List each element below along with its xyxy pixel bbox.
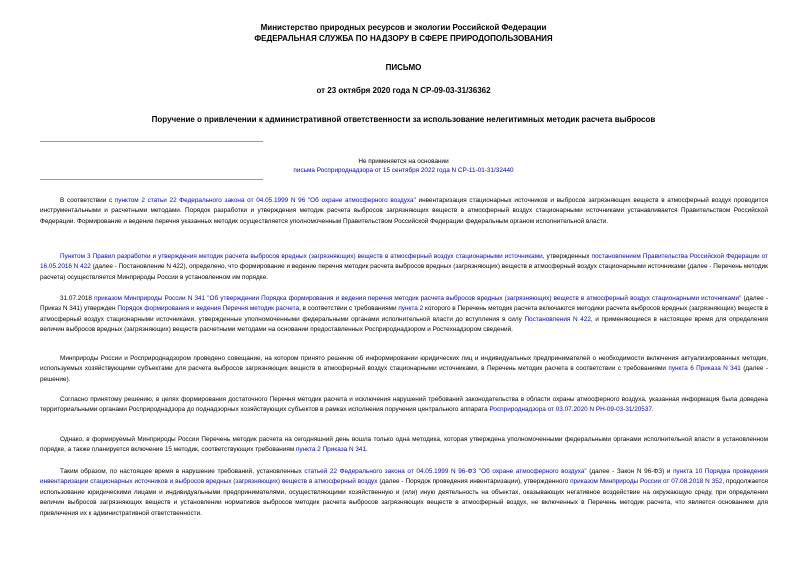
paragraph-text: инвентаризация стационарных источников и выбросов загрязняющих веществ в атмосферный воздух проводится инструментальными и расчетными методами. Порядок разработки и утверждения методик расчета выбросов загрязняющих веществ в атмосферный воздух стационарными источниками устанавливается Правительством Российской Федерации. Формирование и ведение перечня указанных методик осуществляется уполномоченным Правительством Российской Федерации федеральным органом исполнительной власти.: [40, 197, 768, 225]
legal-reference-link[interactable]: пункта 6 Приказа N 341: [668, 365, 741, 373]
paragraph-text: (далее - Закон N 96-ФЗ) и: [586, 468, 674, 475]
legal-reference-link[interactable]: Росприроднадзора от 03.07.2020 N РН-09-03-31/20537: [489, 406, 652, 414]
paragraph-text: (далее - решение).: [40, 365, 768, 383]
paragraph-text: 31.07.2018: [60, 295, 95, 302]
legal-reference-link[interactable]: Пунктом 3 Правил разработки и утверждения методик расчета выбросов вредных (загрязняющих) веществ в атмосферный воздух стационарными источниками: [60, 253, 543, 260]
paragraph-text: Однако, в формируемый Минприроды России Перечень методик расчета на сегодняшний день вошла только одна методика, которая утверждена уполномоченными федеральными органами исполнительной власти в установленном порядке, а также планируется включение 15 методик, соответствующих требованиям: [40, 436, 768, 454]
legal-reference-link[interactable]: постановлением Правительства Российской Федерации от 16.05.2016 N 422: [40, 253, 768, 271]
divider-top: [40, 141, 263, 142]
paragraph-text: (далее - Постановление N 422), определено, что формирование и ведение перечня методик расчета выбросов вредных (загрязняющих) веществ в атмосферный воздух стационарными источниками (далее - Перечень методик расчета) осуществляется Минприроды России в установленном им порядке.: [40, 263, 768, 281]
paragraph-text: , утвержденных: [542, 253, 592, 260]
paragraph-text: (далее - Приказ N 341) утвержден: [40, 295, 768, 313]
paragraph-6: [40, 435, 768, 456]
applicability-link[interactable]: письма Росприроднадзора от 15 сентября 2022 года N СР-11-01-31/32440: [293, 167, 514, 174]
legal-reference-link[interactable]: Постановления N 422: [524, 315, 591, 323]
document-type: ПИСЬМО: [385, 63, 422, 72]
paragraph-text: .: [651, 406, 654, 414]
legal-reference-link[interactable]: статьей 22 Федерального закона от 04.05.1999 N 96-ФЗ "Об охране атмосферного воздуха": [304, 468, 587, 475]
divider-bottom: [40, 179, 263, 180]
legal-reference-link[interactable]: пунктом 2 статьи 22 Федерального закона от 04.05.1999 N 96 "Об охране атмосферного воздуха": [114, 197, 416, 204]
paragraph-4: [40, 354, 768, 385]
document-subject: Поручение о привлечении к административной ответственности за использование нелегитимных методик расчета выбросов: [151, 115, 656, 124]
paragraph-5: [40, 395, 768, 416]
document-date-number: от 23 октября 2020 года N СР-09-03-31/36362: [316, 86, 491, 95]
legal-reference-link[interactable]: приказом Минприроды России N 341 "Об утверждении Порядка формирования и ведения перечня методик расчета выбросов вредных (загрязняющих) веществ в атмосферный воздух стационарными источниками": [94, 295, 742, 302]
paragraph-text: .: [366, 446, 368, 454]
paragraph-text: , в соответствии с требованиями: [299, 305, 399, 313]
service-name: ФЕДЕРАЛЬНАЯ СЛУЖБА ПО НАДЗОРУ В СФЕРЕ ПРИРОДОПОЛЬЗОВАНИЯ: [254, 34, 553, 43]
paragraph-7: [40, 467, 768, 519]
legal-reference-link[interactable]: приказом Минприроды России от 07.08.2018 N 352: [570, 478, 723, 486]
legal-reference-link[interactable]: пункта 10 Порядка проведения инвентаризации стационарных источников и выбросов вредных (загрязняющих) веществ в атмосферный воздух: [40, 468, 768, 486]
paragraph-text: которого в Перечень методик расчета включаются методики расчета выбросов вредных (загрязняющих) веществ в атмосферный воздух стационарными источниками, утвержденные уполномоченными федеральными органами исполнительной власти до вступления в силу: [40, 305, 769, 323]
applicability-note: Не применяется на основании: [358, 158, 449, 165]
ministry-name: Министерство природных ресурсов и экологии Российской Федерации: [260, 23, 547, 32]
legal-reference-link[interactable]: Порядок формирования и ведения Перечня методик расчета: [117, 305, 300, 313]
paragraph-text: Таким образом, по настоящее время в нарушение требований, установленных: [60, 468, 305, 475]
paragraph-3: [40, 294, 768, 336]
paragraph-text: Согласно принятому решению, в целях формирования достаточного Перечня методик расчета и исключения нарушений требований законодательства в области охраны атмосферного воздуха, указанная информация была доведена территориальными органами Росприроднадзора до поднадзорных хозяйствующих субъектов в рамках исполнения поручения центрального аппарата: [40, 396, 768, 414]
paragraph-2: [40, 252, 768, 283]
legal-reference-link[interactable]: пункта 2: [398, 305, 424, 313]
paragraph-text: , и применяющиеся в настоящее время для определения величин выбросов вредных (загрязняющих) веществ расчетными методами на основании предоставленных Росприроднадзором и Ростехнадзором сведений.: [40, 315, 769, 334]
paragraph-text: (далее - Порядок проведения инвентаризации), утвержденного: [377, 478, 571, 486]
paragraph-1: [40, 196, 768, 227]
paragraph-text: , продолжается использование юридическими лицами и индивидуальными предпринимателями, осуществляющими хозяйственную и (или) иную деятельность на объектах, оказывающих негативное воздействие на окружающую среду, при определении величин выбросов загрязняющих веществ и установлении нормативов выбросов методик расчета выбросов загрязняющих веществ в атмосферный воздух, не включенных в Перечень методик расчета, что является основанием для привлечения их к административной ответственности.: [40, 478, 768, 517]
legal-reference-link[interactable]: пункта 2 Приказа N 341: [296, 446, 367, 454]
paragraph-text: В соответствии с: [60, 197, 115, 204]
paragraph-text: Минприроды России и Росприроднадзором проведено совещание, на котором принято решение об информировании юридических лиц и индивидуальных предпринимателей о необходимости включения актуализированных методик, используемых хозяйствующими субъектами для расчета выбросов загрязняющих веществ в атмосферный воздух стационарными источниками, в Перечень методик расчета в соответствии с требованиями: [40, 355, 768, 373]
